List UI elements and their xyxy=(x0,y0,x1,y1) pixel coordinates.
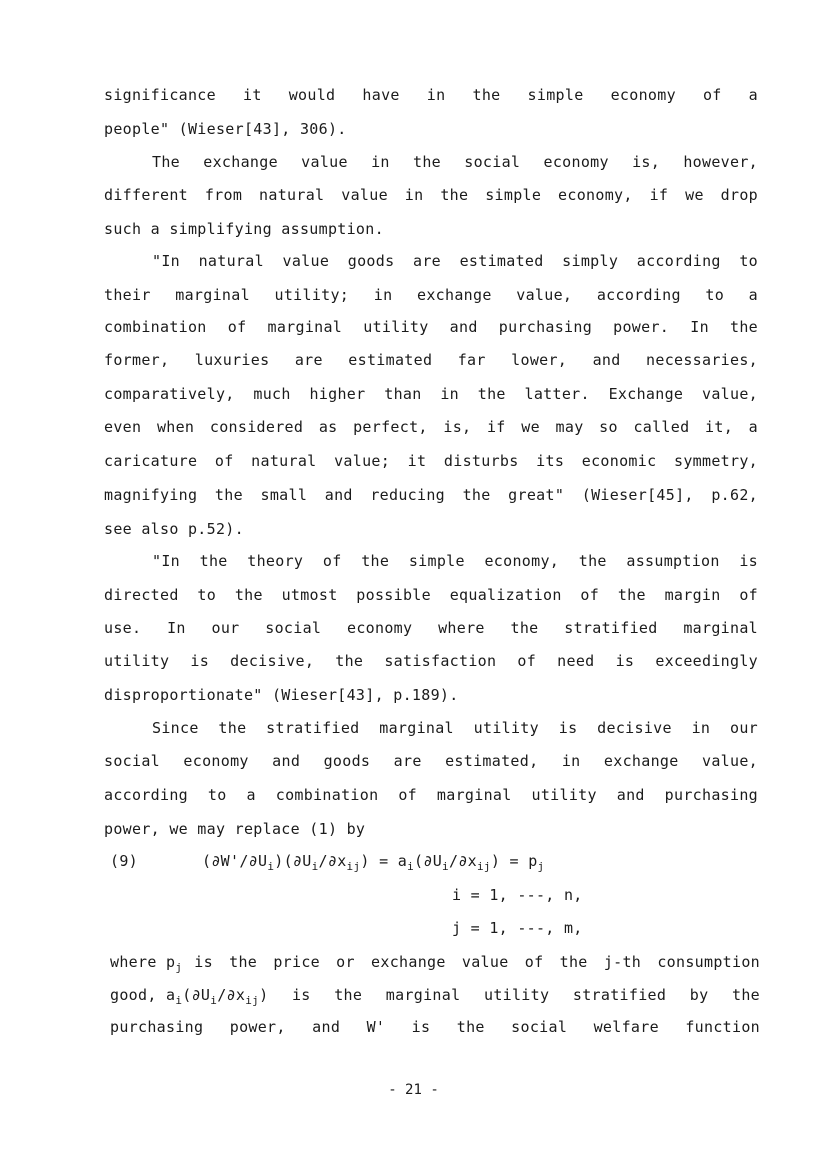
text-line: according to a combination of marginal utility and purchasing xyxy=(104,786,758,804)
equation-condition-i: i = 1, ---, n, xyxy=(452,886,583,904)
text-fragment: is the price or exchange value of the j-th consumption xyxy=(194,953,760,971)
text-fragment: good, a xyxy=(110,986,176,1004)
equation-subscript: i xyxy=(407,860,415,873)
subscript: j xyxy=(175,961,183,974)
text-line: power, we may replace (1) by xyxy=(104,820,366,838)
equation-subscript: i xyxy=(267,860,275,873)
text-fragment: where p xyxy=(110,953,176,971)
text-line: magnifying the small and reducing the great" (Wieser[45], p.62, xyxy=(104,486,758,504)
equation-term: ) xyxy=(360,852,370,870)
text-line: combination of marginal utility and purchasing power. In the xyxy=(104,318,758,336)
equation-subscript: ij xyxy=(476,860,491,873)
text-line xyxy=(110,986,760,1007)
text-line: social economy and goods are estimated, in exchange value, xyxy=(104,752,758,770)
text-fragment xyxy=(110,986,259,1007)
text-line: their marginal utility; in exchange value, according to a xyxy=(104,286,758,304)
text-fragment: ) is the marginal utility stratified by the xyxy=(259,986,760,1004)
subscript: i xyxy=(175,994,183,1007)
equation-formula xyxy=(202,852,544,873)
text-line: comparatively, much higher than in the latter. Exchange value, xyxy=(104,385,758,403)
subscript: i xyxy=(210,994,218,1007)
text-line: different from natural value in the simple economy, if we drop xyxy=(104,186,758,204)
text-line: Since the stratified marginal utility is decisive in our xyxy=(152,719,758,737)
text-fragment: /∂x xyxy=(217,986,246,1004)
text-line: people" (Wieser[43], 306). xyxy=(104,120,347,138)
text-line: disproportionate" (Wieser[43], p.189). xyxy=(104,686,459,704)
page-number: - 21 - xyxy=(388,1082,439,1098)
text-line: "In natural value goods are estimated simply according to xyxy=(152,252,758,270)
equation-subscript: j xyxy=(537,860,545,873)
equation-condition-j: j = 1, ---, m, xyxy=(452,919,583,937)
equation-term: a xyxy=(397,852,408,870)
text-line: see also p.52). xyxy=(104,520,244,538)
equation-subscript: i xyxy=(311,860,319,873)
text-line: such a simplifying assumption. xyxy=(104,220,384,238)
equation-term: (∂W'/∂U xyxy=(202,852,268,870)
text-line: significance it would have in the simple economy of a xyxy=(104,86,758,104)
equation-term: )(∂U xyxy=(274,852,312,870)
equation-term: /∂x xyxy=(318,852,347,870)
equation-term: (∂U xyxy=(414,852,443,870)
text-line: caricature of natural value; it disturbs its economic symmetry, xyxy=(104,452,758,470)
equation-subscript: ij xyxy=(346,860,361,873)
subscript: ij xyxy=(245,994,260,1007)
equation-number: (9) xyxy=(110,852,138,870)
equation-term: /∂x xyxy=(448,852,477,870)
text-fragment: (∂U xyxy=(182,986,211,1004)
text-line: use. In our social economy where the stratified marginal xyxy=(104,619,758,637)
equals-sign: = xyxy=(379,852,389,870)
equation-term: = p xyxy=(509,852,538,870)
text-line xyxy=(110,953,760,974)
text-line: The exchange value in the social economy is, however, xyxy=(152,153,758,171)
text-line: purchasing power, and W' is the social welfare function xyxy=(110,1018,760,1036)
equation-subscript: i xyxy=(442,860,449,873)
text-line: utility is decisive, the satisfaction of need is exceedingly xyxy=(104,652,758,670)
text-fragment xyxy=(110,953,182,974)
text-line: even when considered as perfect, is, if we may so called it, a xyxy=(104,418,758,436)
equation-term: ) xyxy=(490,852,501,870)
text-line: former, luxuries are estimated far lower, and necessaries, xyxy=(104,351,758,369)
text-line: "In the theory of the simple economy, the assumption is xyxy=(152,552,758,570)
text-line: directed to the utmost possible equalization of the margin of xyxy=(104,586,758,604)
